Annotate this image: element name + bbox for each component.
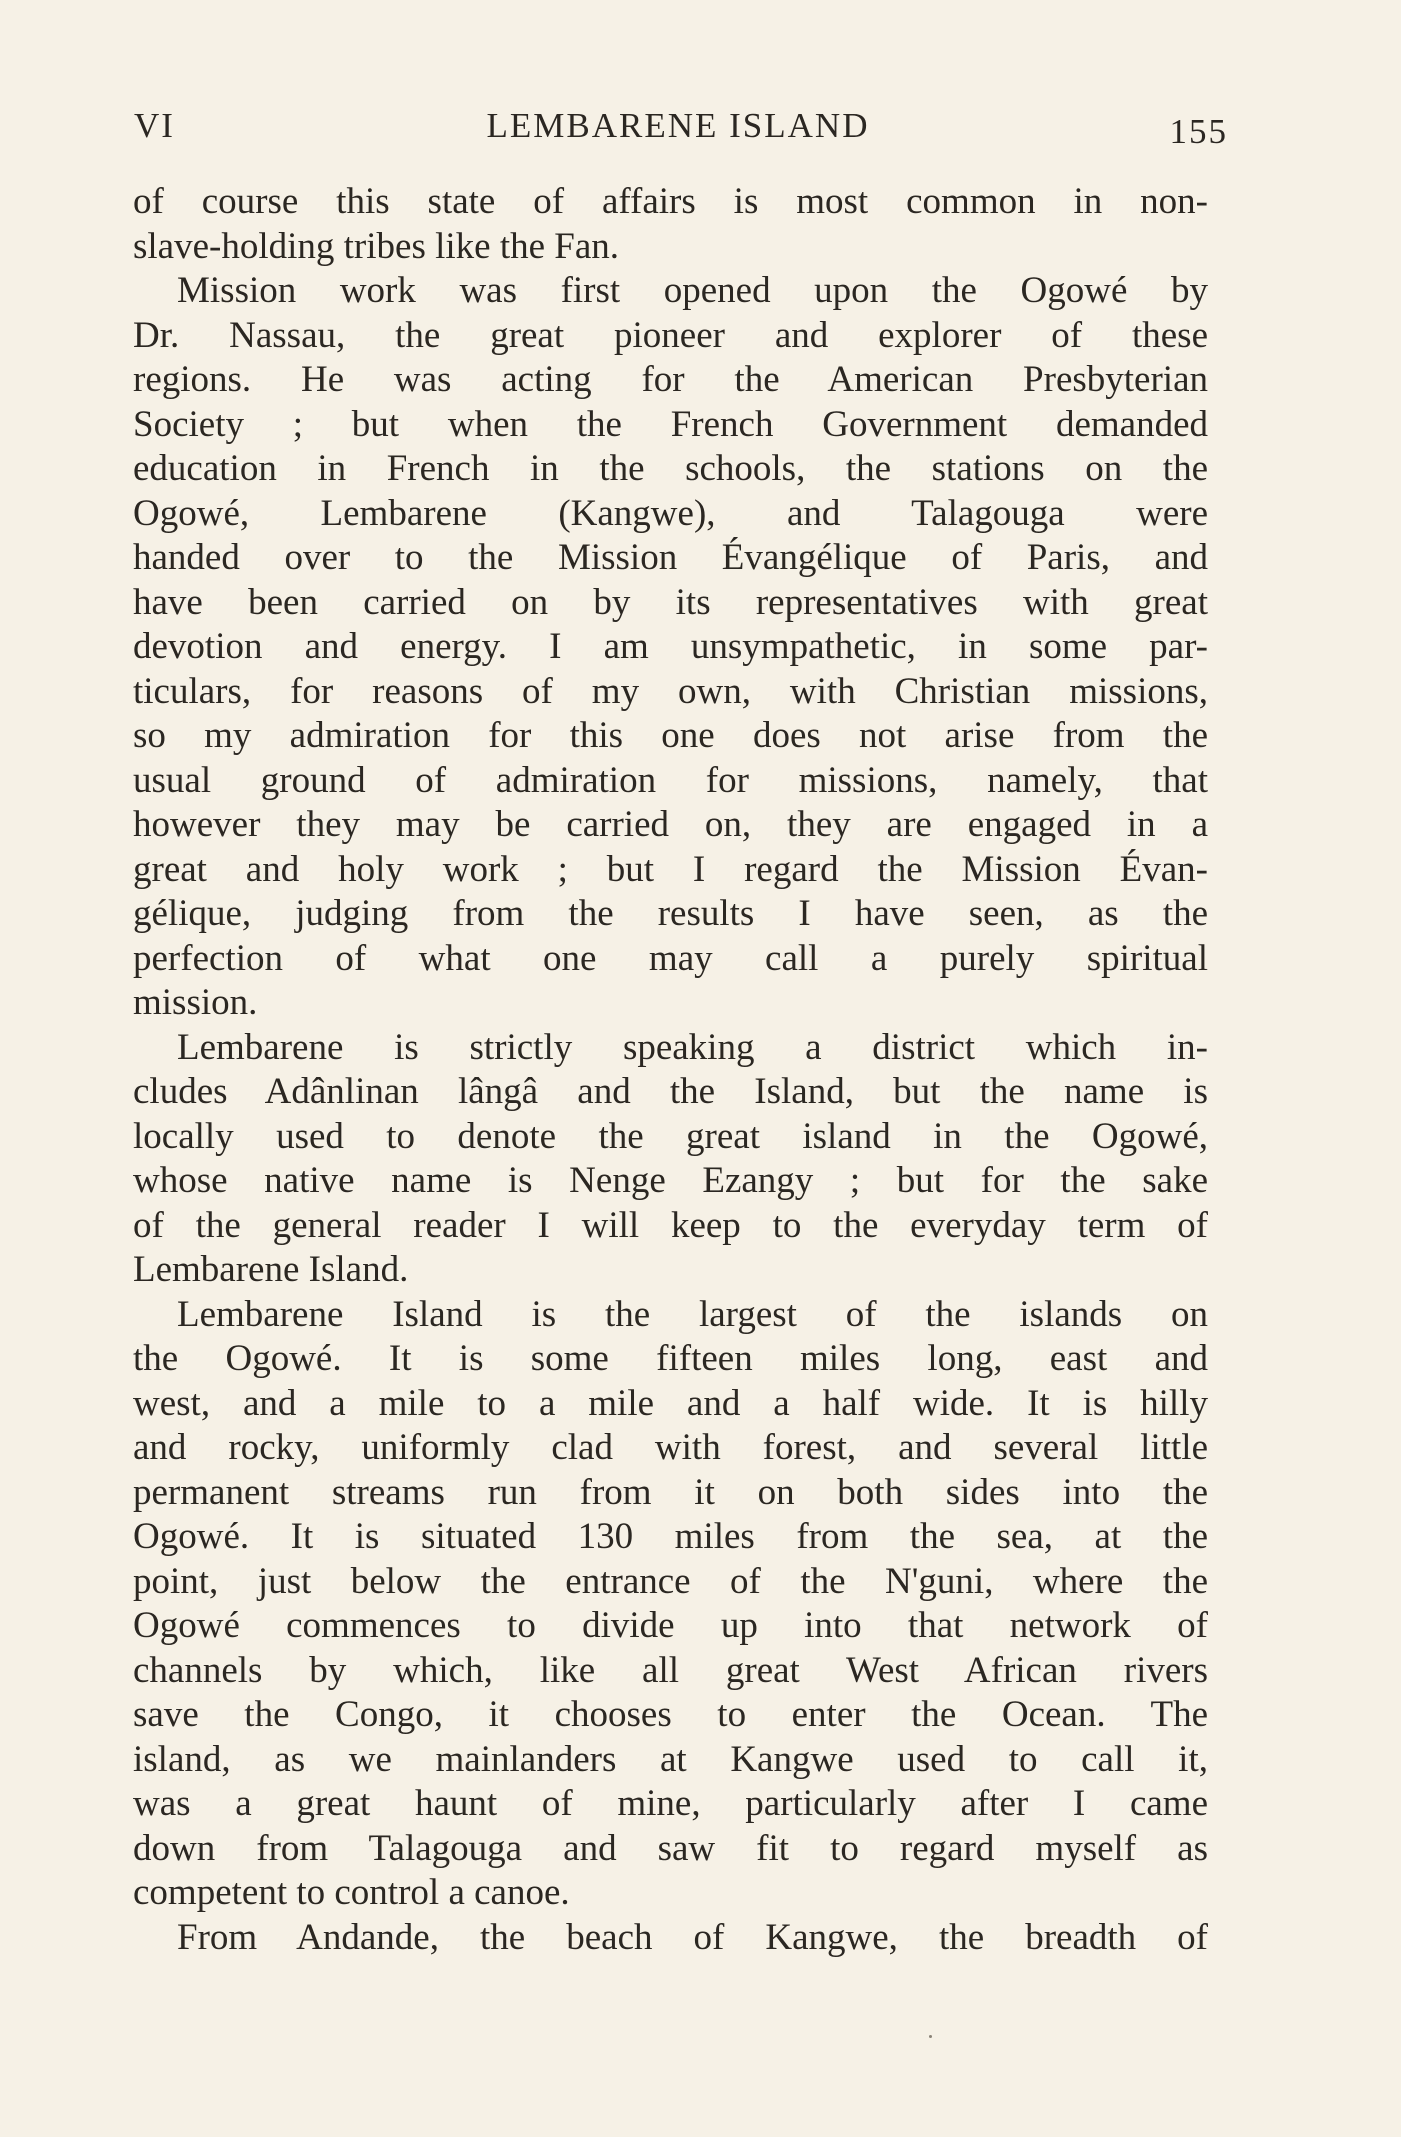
- running-head: [128, 106, 1228, 150]
- text-line: so my admiration for this one does not arise from the: [133, 715, 1208, 756]
- text-line: the Ogowé. It is some fifteen miles long, east and: [133, 1338, 1208, 1379]
- text-line: perfection of what one may call a purely spiritual: [133, 937, 1208, 979]
- text-line: permanent streams run from it on both sides into the: [133, 1471, 1208, 1513]
- text-line: regions. He was acting for the American Presbyterian: [133, 359, 1208, 400]
- text-line: down from Talagouga and saw fit to regard myself as: [133, 1827, 1208, 1869]
- text-line: Lembarene is strictly speaking a district which in-: [177, 1026, 1208, 1068]
- text-line: Society ; but when the French Government demanded: [133, 403, 1208, 445]
- page-number: 155: [1169, 112, 1228, 151]
- body-text: [133, 180, 1208, 1960]
- text-line: Mission work was first opened upon the Ogowé by: [177, 270, 1208, 311]
- text-line: of the general reader I will keep to the everyday term of: [133, 1204, 1208, 1246]
- text-line: locally used to denote the great island in the Ogowé,: [133, 1115, 1208, 1157]
- text-line: was a great haunt of mine, particularly after I came: [133, 1783, 1208, 1824]
- text-line: island, as we mainlanders at Kangwe used to call it,: [133, 1738, 1208, 1780]
- text-line: competent to control a canoe.: [133, 1872, 570, 1913]
- text-line: Dr. Nassau, the great pioneer and explorer of these: [133, 314, 1208, 356]
- text-line: however they may be carried on, they are engaged in a: [133, 804, 1208, 845]
- text-line: west, and a mile to a mile and a half wide. It is hilly: [133, 1382, 1208, 1424]
- text-line: education in French in the schools, the stations on the: [133, 448, 1208, 489]
- text-line: channels by which, like all great West African rivers: [133, 1649, 1208, 1691]
- chapter-number: VI: [134, 106, 175, 145]
- text-line: save the Congo, it chooses to enter the Ocean. The: [133, 1694, 1208, 1735]
- text-line: and rocky, uniformly clad with forest, and several little: [133, 1427, 1208, 1468]
- text-line: great and holy work ; but I regard the Mission Évan-: [133, 848, 1208, 890]
- text-line: Lembarene Island.: [133, 1249, 409, 1290]
- text-line: Ogowé, Lembarene (Kangwe), and Talagouga were: [133, 492, 1208, 534]
- text-line: Ogowé. It is situated 130 miles from the sea, at the: [133, 1516, 1208, 1557]
- text-line: From Andande, the beach of Kangwe, the breadth of: [177, 1916, 1208, 1958]
- paper-speck: [929, 2035, 932, 2038]
- text-line: mission.: [133, 982, 258, 1023]
- chapter-title: LEMBARENE ISLAND: [486, 106, 870, 145]
- text-line: devotion and energy. I am unsympathetic, in some par-: [133, 626, 1208, 667]
- text-line: whose native name is Nenge Ezangy ; but for the sake: [133, 1160, 1208, 1201]
- text-line: of course this state of affairs is most common in non-: [133, 181, 1208, 222]
- text-line: usual ground of admiration for missions, namely, that: [133, 759, 1208, 801]
- text-line: ticulars, for reasons of my own, with Christian missions,: [133, 670, 1208, 712]
- text-line: point, just below the entrance of the N'guni, where the: [133, 1560, 1208, 1602]
- text-line: cludes Adânlinan lângâ and the Island, but the name is: [133, 1071, 1208, 1112]
- text-line: handed over to the Mission Évangélique of Paris, and: [133, 537, 1208, 578]
- text-line: slave-holding tribes like the Fan.: [133, 225, 620, 267]
- text-line: Ogowé commences to divide up into that network of: [133, 1605, 1208, 1646]
- text-line: Lembarene Island is the largest of the islands on: [177, 1293, 1208, 1335]
- text-line: have been carried on by its representatives with great: [133, 581, 1208, 623]
- text-line: gélique, judging from the results I have seen, as the: [133, 893, 1208, 934]
